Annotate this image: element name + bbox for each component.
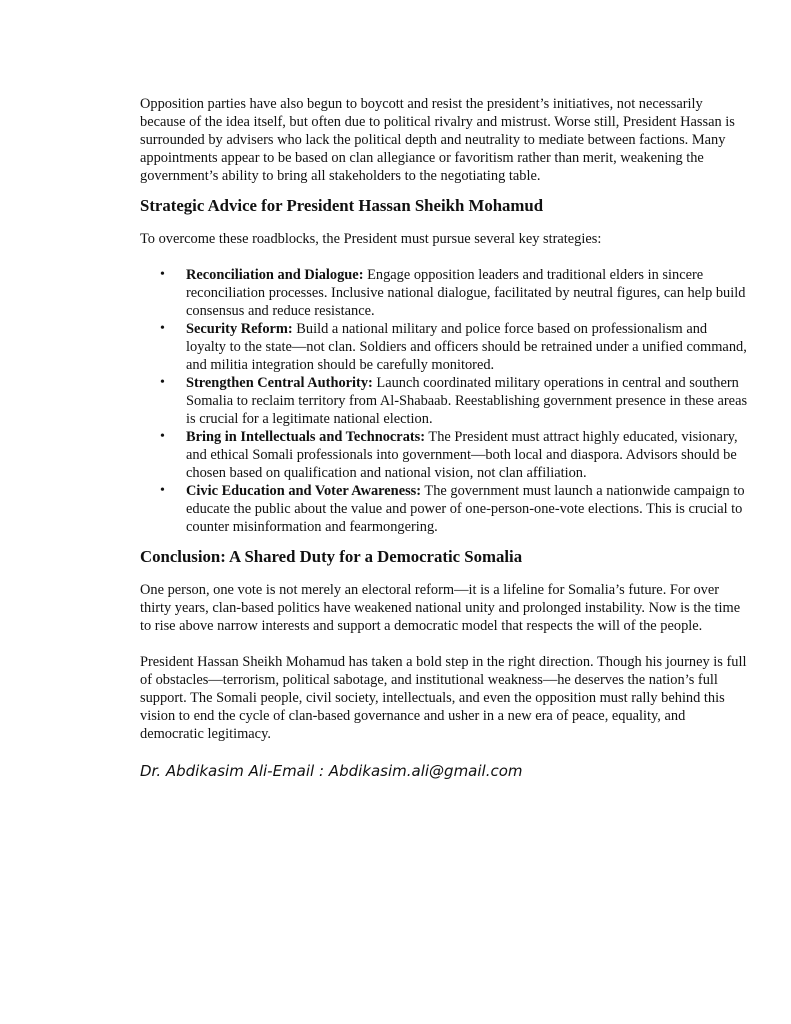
strategy-list: [140, 266, 750, 536]
bullet-icon: •: [160, 375, 165, 390]
list-item: [140, 428, 750, 482]
bullet-icon: •: [160, 267, 165, 282]
list-item: [140, 266, 750, 320]
item-lead: Security Reform:: [186, 321, 293, 337]
conclusion-paragraph-2: President Hassan Sheikh Mohamud has taken a bold step in the right direction. Though his journey is full of obstacles—terrorism, political sabotage, and institutional weakness—he deserves the nation’s full support. The Somali people, civil society, intellectuals, and even the opposition must rally behind this vision to end the cycle of clan-based governance and usher in a new era of peace, equality, and democratic legitimacy.: [140, 654, 747, 742]
intro-paragraph: Opposition parties have also begun to boycott and resist the president’s initiatives, not necessarily because of the idea itself, but often due to political rivalry and mistrust. Worse still, President Hassan is surrounded by advisers who lack the political depth and neutrality to mediate between factions. Many appointments appear to be based on clan allegiance or favoritism rather than merit, weakening the government’s ability to bring all stakeholders to the negotiating table.: [140, 96, 735, 184]
conclusion-paragraph-1: One person, one vote is not merely an electoral reform—it is a lifeline for Somalia’s future. For over thirty years, clan-based politics have weakened national unity and prolonged instability. Now is the time to rise above narrow interests and support a democratic model that respects the will of the people.: [140, 582, 741, 634]
list-item: [140, 374, 750, 428]
list-item: [140, 320, 750, 374]
item-text: Launch coordinated military operations in central and southern Somalia to reclaim territory from Al-Shabaab. Reestablishing government presence in these areas is crucial for a legitimate national election.: [186, 375, 748, 427]
item-lead: Civic Education and Voter Awareness:: [186, 483, 422, 499]
section-heading-strategic-advice: Strategic Advice for President Hassan Sheikh Mohamud: [140, 196, 544, 215]
item-text: The President must attract highly educated, visionary, and ethical Somali professionals into government—both local and diaspora. Advisors should be chosen based on qualification and national vision, not clan affiliation.: [186, 429, 738, 481]
author-signature: Dr. Abdikasim Ali-Email : Abdikasim.ali@gmail.com: [140, 762, 523, 780]
item-text: Engage opposition leaders and traditional elders in sincere reconciliation processes. Inclusive national dialogue, facilitated by neutral figures, can help build consensus and reduce resistance.: [186, 267, 746, 319]
item-lead: Bring in Intellectuals and Technocrats:: [186, 429, 426, 445]
item-text: The government must launch a nationwide campaign to educate the public about the value and power of one-person-one-vote elections. This is crucial to counter misinformation and fearmongering.: [186, 483, 745, 535]
document-page: [140, 95, 750, 781]
item-lead: Strengthen Central Authority:: [186, 375, 373, 391]
section-heading-conclusion: Conclusion: A Shared Duty for a Democratic Somalia: [140, 547, 523, 566]
bullet-icon: •: [160, 483, 165, 498]
strategies-intro: To overcome these roadblocks, the President must pursue several key strategies:: [140, 231, 602, 247]
item-lead: Reconciliation and Dialogue:: [186, 267, 364, 283]
item-text: Build a national military and police force based on professionalism and loyalty to the state—not clan. Soldiers and officers should be retrained under a unified command, and militia integration should be carefully monitored.: [186, 321, 747, 373]
bullet-icon: •: [160, 321, 165, 336]
bullet-icon: •: [160, 429, 165, 444]
list-item: [140, 482, 750, 536]
